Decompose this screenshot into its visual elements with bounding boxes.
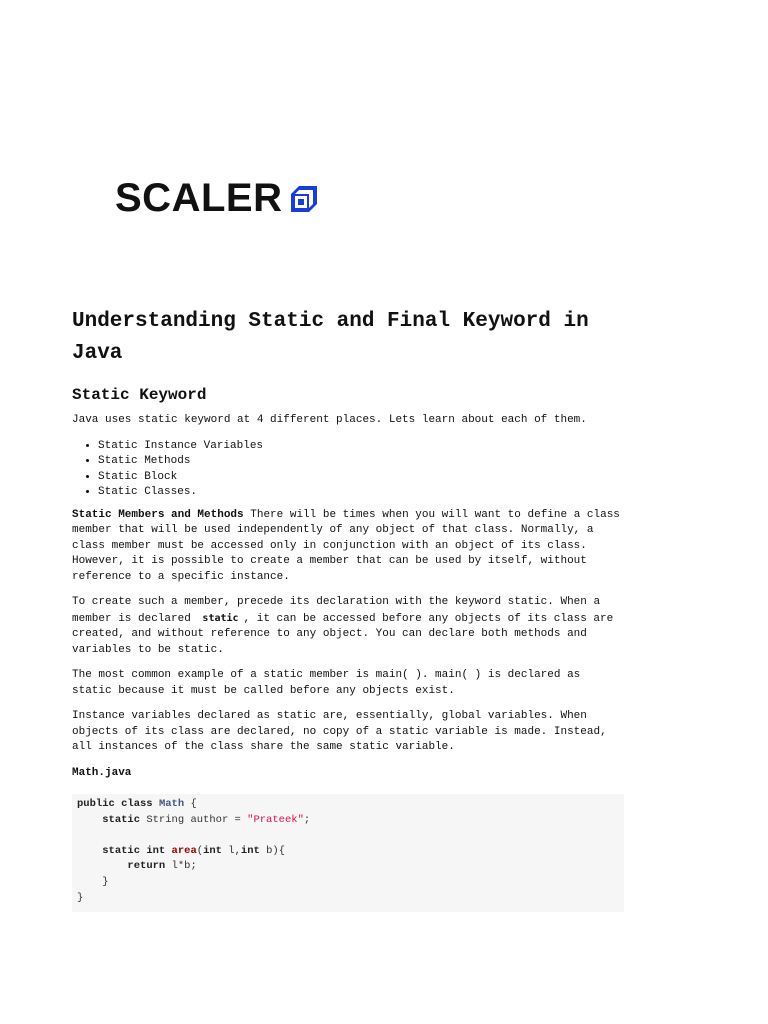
instance-variables-paragraph: Instance variables declared as static are, essentially, global variables. When objects of its class are declared, no copy of a static variable is made. Instead, all instances of the class share the same static variable. bbox=[72, 710, 607, 753]
inline-code-static: static bbox=[202, 612, 239, 624]
logo-text: SCALER bbox=[115, 176, 283, 220]
static-members-paragraph bbox=[72, 508, 624, 586]
code-text: String author = bbox=[140, 813, 248, 826]
list-item: • Static Methods bbox=[98, 454, 624, 470]
main-method-paragraph: The most common example of a static member is main( ). main( ) is declared as static because it must be called before any objects exist. bbox=[72, 669, 581, 697]
code-keyword: public class bbox=[77, 798, 153, 810]
scaler-logo bbox=[115, 178, 318, 218]
list-item: • Static Classes. bbox=[98, 485, 624, 501]
file-label: Math.java bbox=[72, 766, 132, 779]
code-keyword: int bbox=[240, 844, 260, 857]
intro-paragraph: Java uses static keyword at 4 different places. Lets learn about each of them. bbox=[72, 414, 587, 426]
static-members-term: Static Members and Methods bbox=[72, 508, 244, 521]
list-item: • Static Instance Variables bbox=[98, 439, 624, 455]
code-text: l, bbox=[221, 844, 241, 857]
code-keyword: static bbox=[102, 813, 141, 826]
code-function-name: area bbox=[171, 844, 197, 857]
code-text: b){ bbox=[259, 844, 286, 857]
code-class-name: Math bbox=[158, 798, 185, 810]
declaration-text-end: , it can be accessed before any objects of its class are created, and without reference to any object. You can declare both methods and variables to be static. bbox=[72, 612, 614, 656]
code-text: { bbox=[184, 798, 197, 810]
article-content bbox=[72, 306, 624, 912]
page-title: Understanding Static and Final Keyword in Java bbox=[72, 310, 589, 365]
code-keyword: static int bbox=[102, 844, 166, 857]
section-heading: Static Keyword bbox=[72, 386, 207, 404]
list-item: • Static Block bbox=[98, 470, 624, 486]
static-usage-list bbox=[72, 439, 624, 501]
code-text: l*b; bbox=[165, 860, 197, 873]
static-members-text: There will be times when you will want to define a class member that will be used independently of any object of that class. Normally, a class member must be accessed only in conjunction with an object of its class. However, it is possible to create a member that can be used by itself, without reference to a specific instance. bbox=[72, 508, 620, 583]
code-keyword: return bbox=[127, 860, 166, 873]
code-block bbox=[72, 794, 624, 912]
scaler-cube-icon bbox=[290, 185, 318, 213]
declaration-paragraph bbox=[72, 595, 624, 658]
declaration-text-start: To create such a member, precede its declaration with the keyword static. When a member is declared bbox=[72, 596, 601, 625]
code-keyword: int bbox=[203, 844, 222, 857]
code-text: ; bbox=[303, 813, 311, 826]
code-string: "Prateek" bbox=[247, 813, 304, 826]
code-text: } bbox=[77, 891, 84, 904]
code-text: } bbox=[102, 875, 109, 888]
code-text: ( bbox=[196, 844, 204, 857]
